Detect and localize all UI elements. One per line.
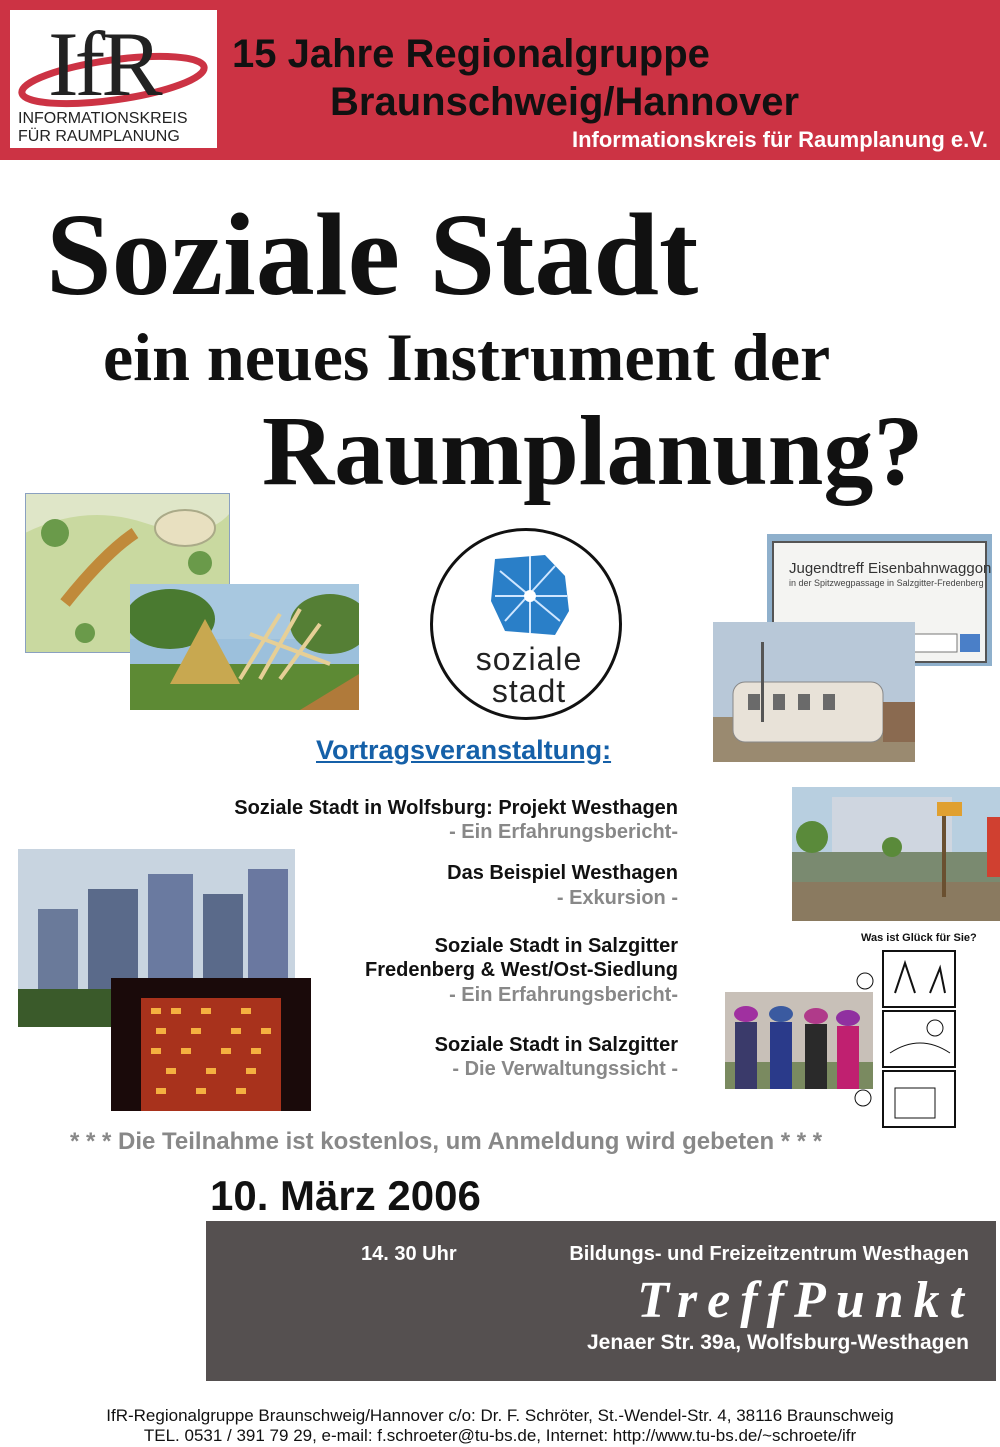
registration-note: * * * Die Teilnahme ist kostenlos, um Anmeldung wird gebeten * * * [70,1128,823,1155]
sign-text-line1: Jugendtreff Eisenbahnwaggon [789,560,992,577]
talk-3-subtitle: - Ein Erfahrungsbericht- [449,984,678,1006]
park-photo [792,787,1000,921]
header-subtitle: Informationskreis für Raumplanung e.V. [571,127,988,152]
header-title-line1: 15 Jahre Regionalgruppe [232,32,710,76]
main-title-line1: Soziale Stadt [46,189,699,320]
header-title-line2: Braunschweig/Hannover [330,80,800,124]
talk-3-title-line2: Fredenberg & West/Ost-Siedlung [365,959,678,981]
sign-text-line2: in der Spitzwegpassage in Salzgitter-Fredenberg [789,578,984,588]
event-info-box [206,1221,996,1381]
logo-text-line2: FÜR RAUMPLANUNG [18,128,180,145]
wagon-photo [713,622,915,762]
talk-2-title: Das Beispiel Westhagen [447,862,678,884]
main-title-line2: ein neues Instrument der [103,319,831,395]
footer-address: IfR-Regionalgruppe Braunschweig/Hannover c/o: Dr. F. Schröter, St.-Wendel-Str. 4, 38116 Braunschweig [106,1406,894,1425]
header-banner [0,0,1000,160]
event-address: Jenaer Str. 39a, Wolfsburg-Westhagen [587,1331,969,1354]
talk-4-subtitle: - Die Verwaltungssicht - [452,1058,678,1080]
soziale-stadt-logo [430,528,622,720]
event-venue: Bildungs- und Freizeitzentrum Westhagen [569,1243,969,1265]
logo-text-line1: INFORMATIONSKREIS [18,110,188,127]
event-time: 14. 30 Uhr [361,1243,457,1265]
highrise-night-photo [111,978,311,1111]
logo-letters: IfR [48,13,159,115]
logo-word-stadt: stadt [491,673,567,709]
place-name: TreffPunkt [637,1272,974,1329]
talk-3-title-line1: Soziale Stadt in Salzgitter [434,935,678,957]
cartoon-title: Was ist Glück für Sie? [861,932,977,944]
talk-4-title: Soziale Stadt in Salzgitter [434,1034,678,1056]
logo-word-soziale: soziale [475,641,583,677]
ifr-logo [10,10,217,148]
talk-1-title: Soziale Stadt in Wolfsburg: Projekt Westhagen [234,797,678,819]
talk-2-subtitle: - Exkursion - [556,887,678,909]
main-title-line3: Raumplanung? [262,395,924,506]
footer-contact: TEL. 0531 / 391 79 29, e-mail: f.schroeter@tu-bs.de, Internet: http://www.tu-bs.de/~schroete/ifr [143,1426,857,1445]
event-date: 10. März 2006 [210,1172,481,1219]
program-heading: Vortragsveranstaltung: [316,735,612,765]
playground-photo [130,584,359,710]
people-photo [725,992,873,1089]
talk-1-subtitle: - Ein Erfahrungsbericht- [449,821,678,843]
city-map-icon [485,551,575,641]
